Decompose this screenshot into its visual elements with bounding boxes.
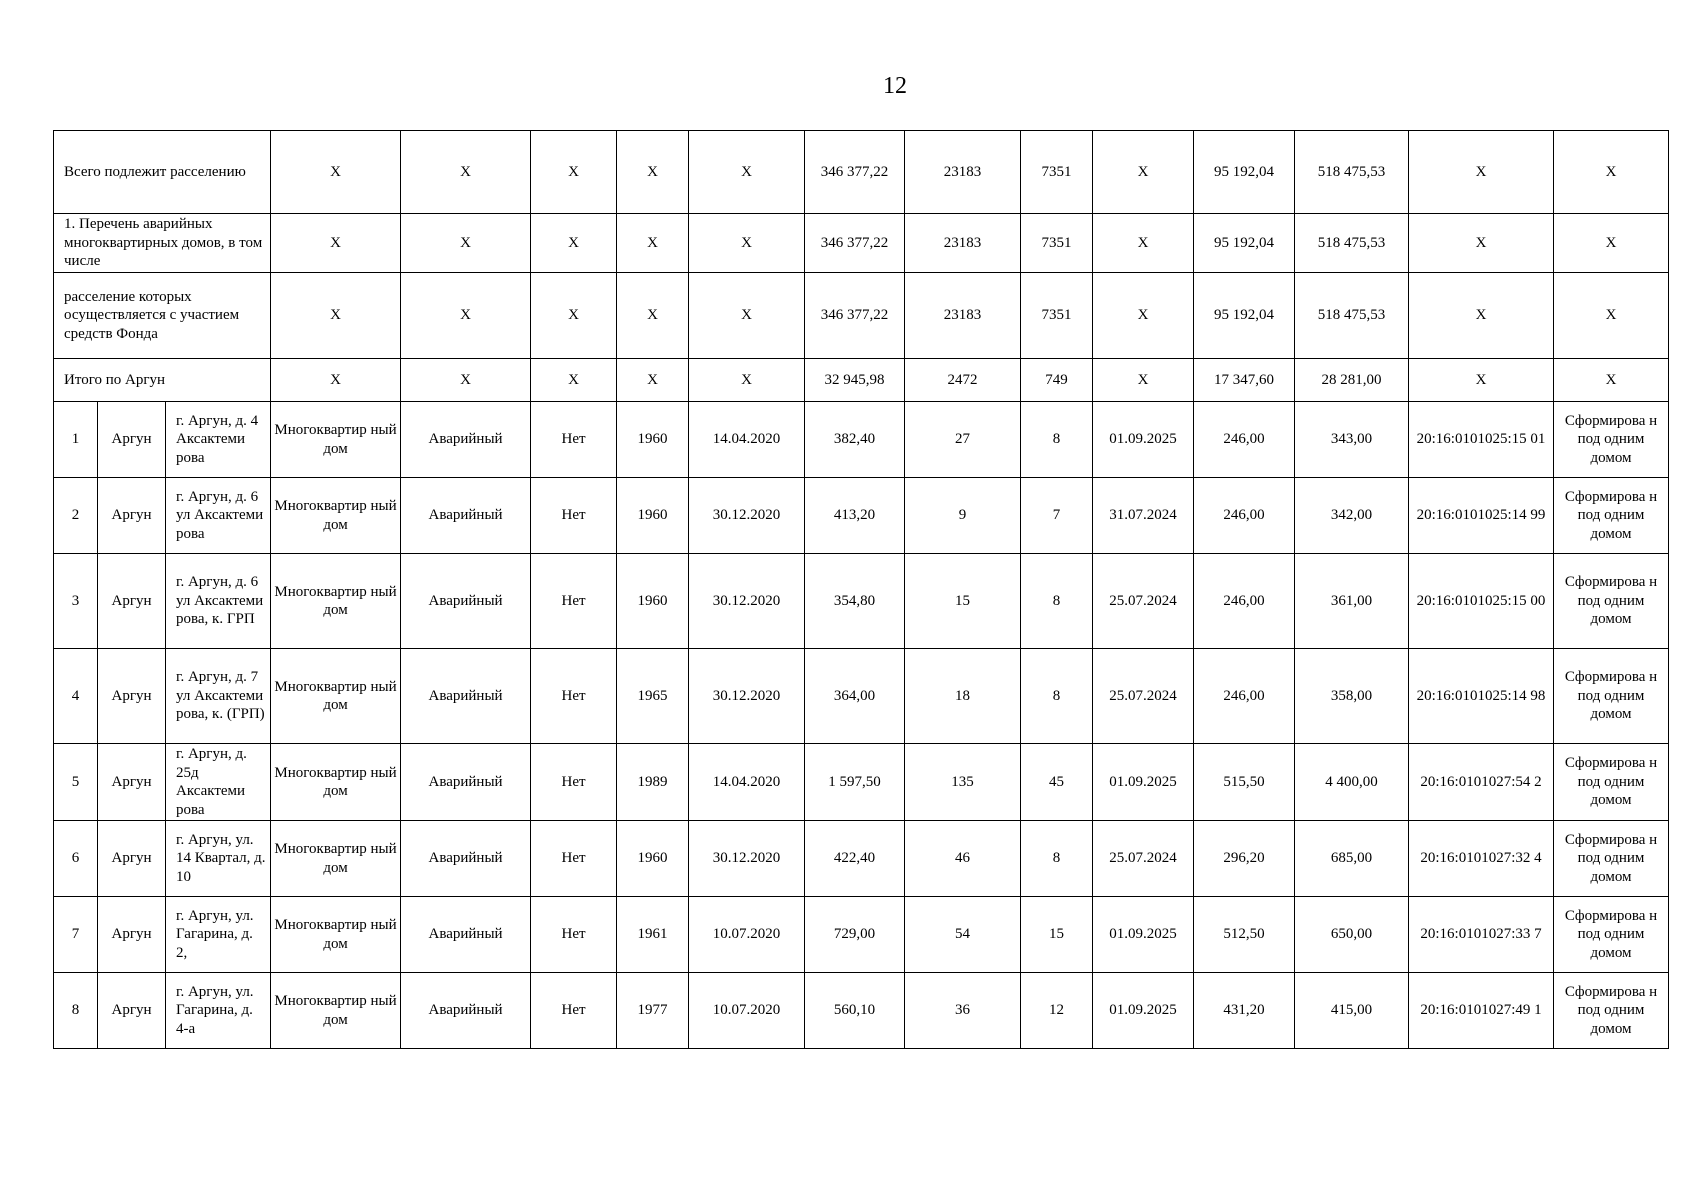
year-cell: 1989 <box>617 744 689 821</box>
people-cell: 9 <box>905 478 1021 554</box>
cell: 7351 <box>1021 273 1093 359</box>
cadastral-number-cell: 20:16:0101027:49 1 <box>1409 973 1554 1049</box>
cell: 346 377,22 <box>805 131 905 214</box>
year-cell: 1960 <box>617 821 689 897</box>
cell: 518 475,53 <box>1295 214 1409 273</box>
date-cell: 14.04.2020 <box>689 402 805 478</box>
address-cell: г. Аргун, д. 7 ул Аксактеми рова, к. (ГРП) <box>166 649 271 744</box>
cell: X <box>1093 131 1194 214</box>
city-cell: Аргун <box>98 649 166 744</box>
deadline-cell: 31.07.2024 <box>1093 478 1194 554</box>
cell: X <box>1093 214 1194 273</box>
row-number: 5 <box>54 744 98 821</box>
cell: X <box>689 214 805 273</box>
note-cell: Сформирова н под одним домом <box>1554 897 1669 973</box>
row-number: 2 <box>54 478 98 554</box>
cell: X <box>401 214 531 273</box>
table-row <box>54 554 1669 649</box>
cell: 17 347,60 <box>1194 359 1295 402</box>
date-cell: 30.12.2020 <box>689 649 805 744</box>
area-cell: 1 597,50 <box>805 744 905 821</box>
status-cell: Аварийный <box>401 478 531 554</box>
date-cell: 10.07.2020 <box>689 973 805 1049</box>
cell: X <box>1554 273 1669 359</box>
note-cell: Сформирова н под одним домом <box>1554 402 1669 478</box>
status-cell: Аварийный <box>401 973 531 1049</box>
cell: X <box>271 273 401 359</box>
people-cell: 18 <box>905 649 1021 744</box>
building-type-cell: Многоквартир ный дом <box>271 554 401 649</box>
cell: X <box>1093 359 1194 402</box>
cell: X <box>531 131 617 214</box>
flag-cell: Нет <box>531 821 617 897</box>
flag-cell: Нет <box>531 649 617 744</box>
summary-label: Итого по Аргун <box>54 359 271 402</box>
status-cell: Аварийный <box>401 649 531 744</box>
note-cell: Сформирова н под одним домом <box>1554 554 1669 649</box>
cell: X <box>271 359 401 402</box>
cadastral-number-cell: 20:16:0101027:54 2 <box>1409 744 1554 821</box>
summary-row <box>54 359 1669 402</box>
deadline-cell: 01.09.2025 <box>1093 744 1194 821</box>
building-type-cell: Многоквартир ный дом <box>271 897 401 973</box>
status-cell: Аварийный <box>401 897 531 973</box>
summary-row <box>54 273 1669 359</box>
page-number: 12 <box>883 73 907 99</box>
row-number: 8 <box>54 973 98 1049</box>
building-type-cell: Многоквартир ный дом <box>271 973 401 1049</box>
row-number: 4 <box>54 649 98 744</box>
flag-cell: Нет <box>531 402 617 478</box>
cell: X <box>271 214 401 273</box>
cadastral-number-cell: 20:16:0101025:15 00 <box>1409 554 1554 649</box>
table-row <box>54 744 1669 821</box>
address-cell: г. Аргун, д. 6 ул Аксактеми рова <box>166 478 271 554</box>
cell: 7351 <box>1021 214 1093 273</box>
address-cell: г. Аргун, д. 4 Аксактеми рова <box>166 402 271 478</box>
apartments-cell: 15 <box>1021 897 1093 973</box>
cell: X <box>617 359 689 402</box>
cell: 95 192,04 <box>1194 131 1295 214</box>
cell: X <box>617 273 689 359</box>
people-cell: 15 <box>905 554 1021 649</box>
value-cell: 246,00 <box>1194 402 1295 478</box>
note-cell: Сформирова н под одним домом <box>1554 821 1669 897</box>
cell: X <box>531 214 617 273</box>
deadline-cell: 25.07.2024 <box>1093 649 1194 744</box>
address-cell: г. Аргун, ул. Гагарина, д. 4-а <box>166 973 271 1049</box>
cell: X <box>1554 359 1669 402</box>
city-cell: Аргун <box>98 821 166 897</box>
status-cell: Аварийный <box>401 821 531 897</box>
note-cell: Сформирова н под одним домом <box>1554 744 1669 821</box>
address-cell: г. Аргун, д. 6 ул Аксактеми рова, к. ГРП <box>166 554 271 649</box>
row-number: 1 <box>54 402 98 478</box>
apartments-cell: 8 <box>1021 554 1093 649</box>
cell: X <box>617 131 689 214</box>
value-cell: 246,00 <box>1194 649 1295 744</box>
flag-cell: Нет <box>531 554 617 649</box>
cell: 95 192,04 <box>1194 273 1295 359</box>
apartments-cell: 7 <box>1021 478 1093 554</box>
date-cell: 30.12.2020 <box>689 821 805 897</box>
people-cell: 46 <box>905 821 1021 897</box>
building-type-cell: Многоквартир ный дом <box>271 821 401 897</box>
value-cell: 685,00 <box>1295 821 1409 897</box>
date-cell: 14.04.2020 <box>689 744 805 821</box>
building-type-cell: Многоквартир ный дом <box>271 744 401 821</box>
cell: 7351 <box>1021 131 1093 214</box>
summary-row <box>54 131 1669 214</box>
table-row <box>54 973 1669 1049</box>
row-number: 7 <box>54 897 98 973</box>
table-row <box>54 649 1669 744</box>
cell: X <box>401 131 531 214</box>
year-cell: 1977 <box>617 973 689 1049</box>
year-cell: 1960 <box>617 402 689 478</box>
city-cell: Аргун <box>98 744 166 821</box>
year-cell: 1960 <box>617 554 689 649</box>
apartments-cell: 12 <box>1021 973 1093 1049</box>
area-cell: 354,80 <box>805 554 905 649</box>
address-cell: г. Аргун, ул. Гагарина, д. 2, <box>166 897 271 973</box>
cell: X <box>401 273 531 359</box>
city-cell: Аргун <box>98 478 166 554</box>
cell: X <box>1409 359 1554 402</box>
summary-label: расселение которых осуществляется с участием средств Фонда <box>54 273 271 359</box>
cell: X <box>689 359 805 402</box>
address-cell: г. Аргун, ул. 14 Квартал, д. 10 <box>166 821 271 897</box>
cell: 23183 <box>905 214 1021 273</box>
value-cell: 361,00 <box>1295 554 1409 649</box>
cell: 346 377,22 <box>805 273 905 359</box>
status-cell: Аварийный <box>401 744 531 821</box>
deadline-cell: 01.09.2025 <box>1093 897 1194 973</box>
value-cell: 512,50 <box>1194 897 1295 973</box>
cadastral-number-cell: 20:16:0101025:14 99 <box>1409 478 1554 554</box>
row-number: 6 <box>54 821 98 897</box>
city-cell: Аргун <box>98 973 166 1049</box>
people-cell: 36 <box>905 973 1021 1049</box>
address-cell: г. Аргун, д. 25д Аксактеми рова <box>166 744 271 821</box>
area-cell: 382,40 <box>805 402 905 478</box>
table-row <box>54 402 1669 478</box>
value-cell: 415,00 <box>1295 973 1409 1049</box>
cell: 32 945,98 <box>805 359 905 402</box>
flag-cell: Нет <box>531 744 617 821</box>
area-cell: 560,10 <box>805 973 905 1049</box>
cell: 518 475,53 <box>1295 273 1409 359</box>
cell: 2472 <box>905 359 1021 402</box>
value-cell: 650,00 <box>1295 897 1409 973</box>
deadline-cell: 25.07.2024 <box>1093 554 1194 649</box>
city-cell: Аргун <box>98 402 166 478</box>
area-cell: 413,20 <box>805 478 905 554</box>
people-cell: 135 <box>905 744 1021 821</box>
value-cell: 431,20 <box>1194 973 1295 1049</box>
cell: 28 281,00 <box>1295 359 1409 402</box>
value-cell: 515,50 <box>1194 744 1295 821</box>
cell: X <box>401 359 531 402</box>
table-row <box>54 821 1669 897</box>
cell: X <box>1554 131 1669 214</box>
city-cell: Аргун <box>98 897 166 973</box>
deadline-cell: 01.09.2025 <box>1093 402 1194 478</box>
flag-cell: Нет <box>531 973 617 1049</box>
cell: X <box>271 131 401 214</box>
date-cell: 30.12.2020 <box>689 478 805 554</box>
building-type-cell: Многоквартир ный дом <box>271 478 401 554</box>
year-cell: 1961 <box>617 897 689 973</box>
date-cell: 10.07.2020 <box>689 897 805 973</box>
cell: 518 475,53 <box>1295 131 1409 214</box>
people-cell: 27 <box>905 402 1021 478</box>
cell: X <box>1409 214 1554 273</box>
building-type-cell: Многоквартир ный дом <box>271 649 401 744</box>
city-cell: Аргун <box>98 554 166 649</box>
cell: X <box>531 273 617 359</box>
people-cell: 54 <box>905 897 1021 973</box>
year-cell: 1965 <box>617 649 689 744</box>
date-cell: 30.12.2020 <box>689 554 805 649</box>
status-cell: Аварийный <box>401 554 531 649</box>
area-cell: 729,00 <box>805 897 905 973</box>
status-cell: Аварийный <box>401 402 531 478</box>
cadastral-number-cell: 20:16:0101025:15 01 <box>1409 402 1554 478</box>
apartments-cell: 45 <box>1021 744 1093 821</box>
flag-cell: Нет <box>531 897 617 973</box>
cadastral-number-cell: 20:16:0101025:14 98 <box>1409 649 1554 744</box>
row-number: 3 <box>54 554 98 649</box>
note-cell: Сформирова н под одним домом <box>1554 649 1669 744</box>
cell: X <box>689 131 805 214</box>
table-row <box>54 897 1669 973</box>
cell: X <box>1409 273 1554 359</box>
cell: 346 377,22 <box>805 214 905 273</box>
note-cell: Сформирова н под одним домом <box>1554 478 1669 554</box>
apartments-cell: 8 <box>1021 821 1093 897</box>
value-cell: 4 400,00 <box>1295 744 1409 821</box>
cell: X <box>1554 214 1669 273</box>
cell: X <box>531 359 617 402</box>
table-row <box>54 478 1669 554</box>
cell: X <box>1093 273 1194 359</box>
cell: X <box>689 273 805 359</box>
summary-row <box>54 214 1669 273</box>
area-cell: 364,00 <box>805 649 905 744</box>
cell: 95 192,04 <box>1194 214 1295 273</box>
value-cell: 358,00 <box>1295 649 1409 744</box>
summary-label: 1. Перечень аварийных многоквартирных домов, в том числе <box>54 214 271 273</box>
summary-label: Всего подлежит расселению <box>54 131 271 214</box>
value-cell: 296,20 <box>1194 821 1295 897</box>
apartments-cell: 8 <box>1021 402 1093 478</box>
cadastral-number-cell: 20:16:0101027:32 4 <box>1409 821 1554 897</box>
cell: 749 <box>1021 359 1093 402</box>
value-cell: 246,00 <box>1194 478 1295 554</box>
deadline-cell: 01.09.2025 <box>1093 973 1194 1049</box>
note-cell: Сформирова н под одним домом <box>1554 973 1669 1049</box>
deadline-cell: 25.07.2024 <box>1093 821 1194 897</box>
value-cell: 246,00 <box>1194 554 1295 649</box>
building-type-cell: Многоквартир ный дом <box>271 402 401 478</box>
value-cell: 343,00 <box>1295 402 1409 478</box>
cell: X <box>1409 131 1554 214</box>
cell: X <box>617 214 689 273</box>
cell: 23183 <box>905 131 1021 214</box>
apartments-cell: 8 <box>1021 649 1093 744</box>
housing-resettlement-table <box>53 130 1669 1049</box>
year-cell: 1960 <box>617 478 689 554</box>
cadastral-number-cell: 20:16:0101027:33 7 <box>1409 897 1554 973</box>
value-cell: 342,00 <box>1295 478 1409 554</box>
area-cell: 422,40 <box>805 821 905 897</box>
cell: 23183 <box>905 273 1021 359</box>
flag-cell: Нет <box>531 478 617 554</box>
